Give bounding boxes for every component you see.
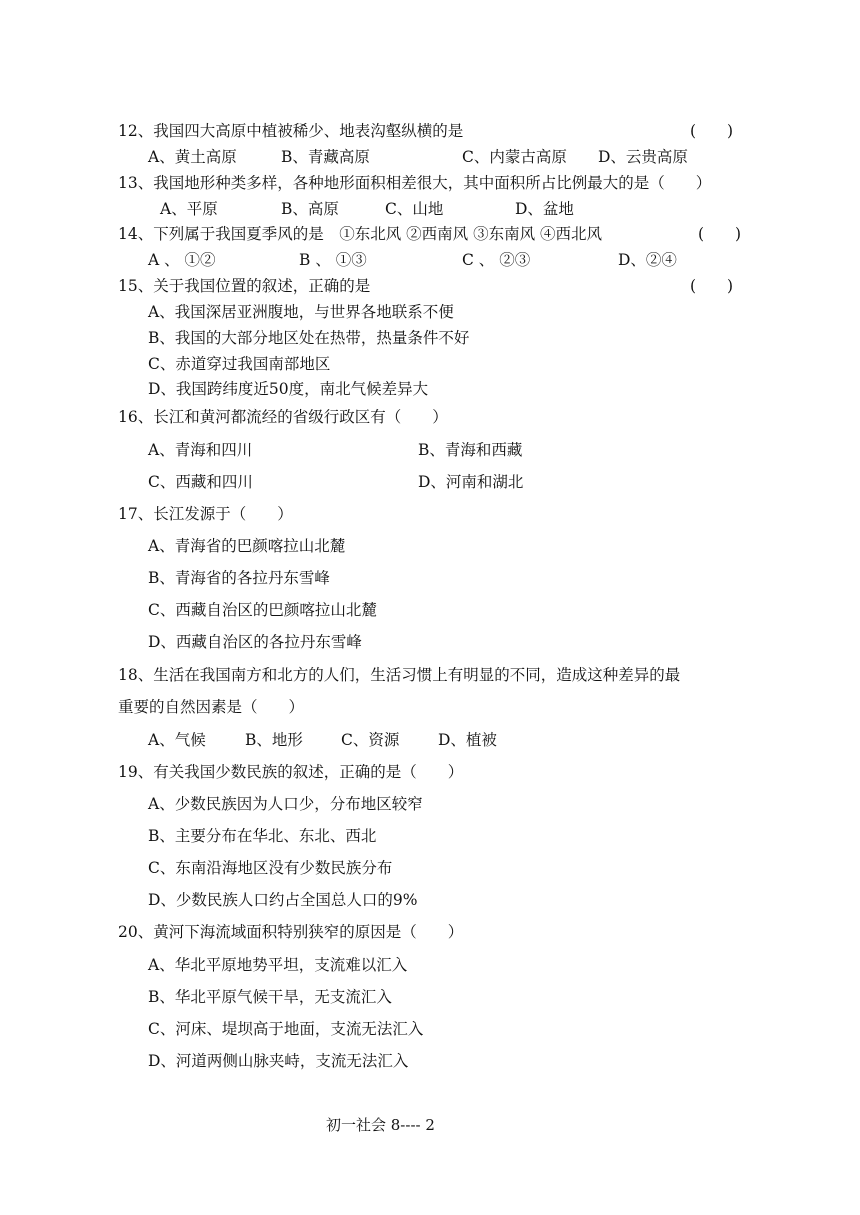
option: D、我国跨纬度近50度，南北气候差异大: [148, 380, 429, 398]
question-stem: 17、长江发源于（ ）: [118, 505, 293, 523]
option: A、青海和四川: [148, 441, 253, 459]
page-number: 初一社会 8---- 2: [326, 1116, 435, 1134]
option: A、平原: [160, 200, 218, 218]
question-stem-continued: 重要的自然因素是（ ）: [118, 698, 305, 716]
option: B、地形: [245, 731, 303, 749]
answer-paren: ( ): [690, 122, 734, 140]
option: A、气候: [148, 731, 206, 749]
answer-paren: ( ): [690, 277, 734, 295]
option: A 、 ①②: [148, 251, 216, 269]
option: C、赤道穿过我国南部地区: [148, 355, 331, 373]
option: C、河床、堤坝高于地面，支流无法汇入: [148, 1020, 424, 1038]
option: C、西藏自治区的巴颜喀拉山北麓: [148, 601, 377, 619]
answer-paren: ( ): [698, 225, 742, 243]
option: D、②④: [618, 251, 677, 269]
question-stem: 13、我国地形种类多样，各种地形面积相差很大，其中面积所占比例最大的是（ ）: [118, 174, 712, 192]
option: A、青海省的巴颜喀拉山北麓: [148, 537, 346, 555]
option: B、高原: [281, 200, 339, 218]
option: C、东南沿海地区没有少数民族分布: [148, 859, 393, 877]
question-stem: 14、下列属于我国夏季风的是 ①东北风 ②西南风 ③东南风 ④西北风: [118, 225, 603, 243]
option: A、华北平原地势平坦，支流难以汇入: [148, 956, 408, 974]
option: D、河道两侧山脉夹峙，支流无法汇入: [148, 1052, 409, 1070]
option: A、黄土高原: [148, 148, 237, 166]
option: B、青海和西藏: [418, 441, 523, 459]
option: B 、 ①③: [299, 251, 367, 269]
option: D、少数民族人口约占全国总人口的9%: [148, 891, 418, 909]
option: B、我国的大部分地区处在热带，热量条件不好: [148, 329, 470, 347]
option: C、资源: [341, 731, 400, 749]
option: D、河南和湖北: [418, 473, 524, 491]
option: B、华北平原气候干旱，无支流汇入: [148, 988, 392, 1006]
option: D、云贵高原: [598, 148, 688, 166]
option: B、主要分布在华北、东北、西北: [148, 827, 377, 845]
option: C、西藏和四川: [148, 473, 253, 491]
option: D、西藏自治区的各拉丹东雪峰: [148, 633, 362, 651]
option: B、青藏高原: [281, 148, 370, 166]
question-stem: 15、关于我国位置的叙述，正确的是: [118, 277, 371, 295]
option: B、青海省的各拉丹东雪峰: [148, 569, 330, 587]
option: C、内蒙古高原: [462, 148, 567, 166]
option: D、盆地: [515, 200, 574, 218]
question-stem: 18、生活在我国南方和北方的人们，生活习惯上有明显的不同，造成这种差异的最: [118, 666, 681, 684]
question-stem: 19、有关我国少数民族的叙述，正确的是（ ）: [118, 763, 464, 781]
question-stem: 16、长江和黄河都流经的省级行政区有（ ）: [118, 408, 448, 426]
option: A、我国深居亚洲腹地，与世界各地联系不便: [148, 303, 454, 321]
question-stem: 12、我国四大高原中植被稀少、地表沟壑纵横的是: [118, 122, 464, 140]
question-stem: 20、黄河下海流域面积特别狭窄的原因是（ ）: [118, 923, 464, 941]
option: D、植被: [438, 731, 497, 749]
option: C 、 ②③: [462, 251, 531, 269]
option: A、少数民族因为人口少，分布地区较窄: [148, 795, 423, 813]
option: C、山地: [385, 200, 444, 218]
